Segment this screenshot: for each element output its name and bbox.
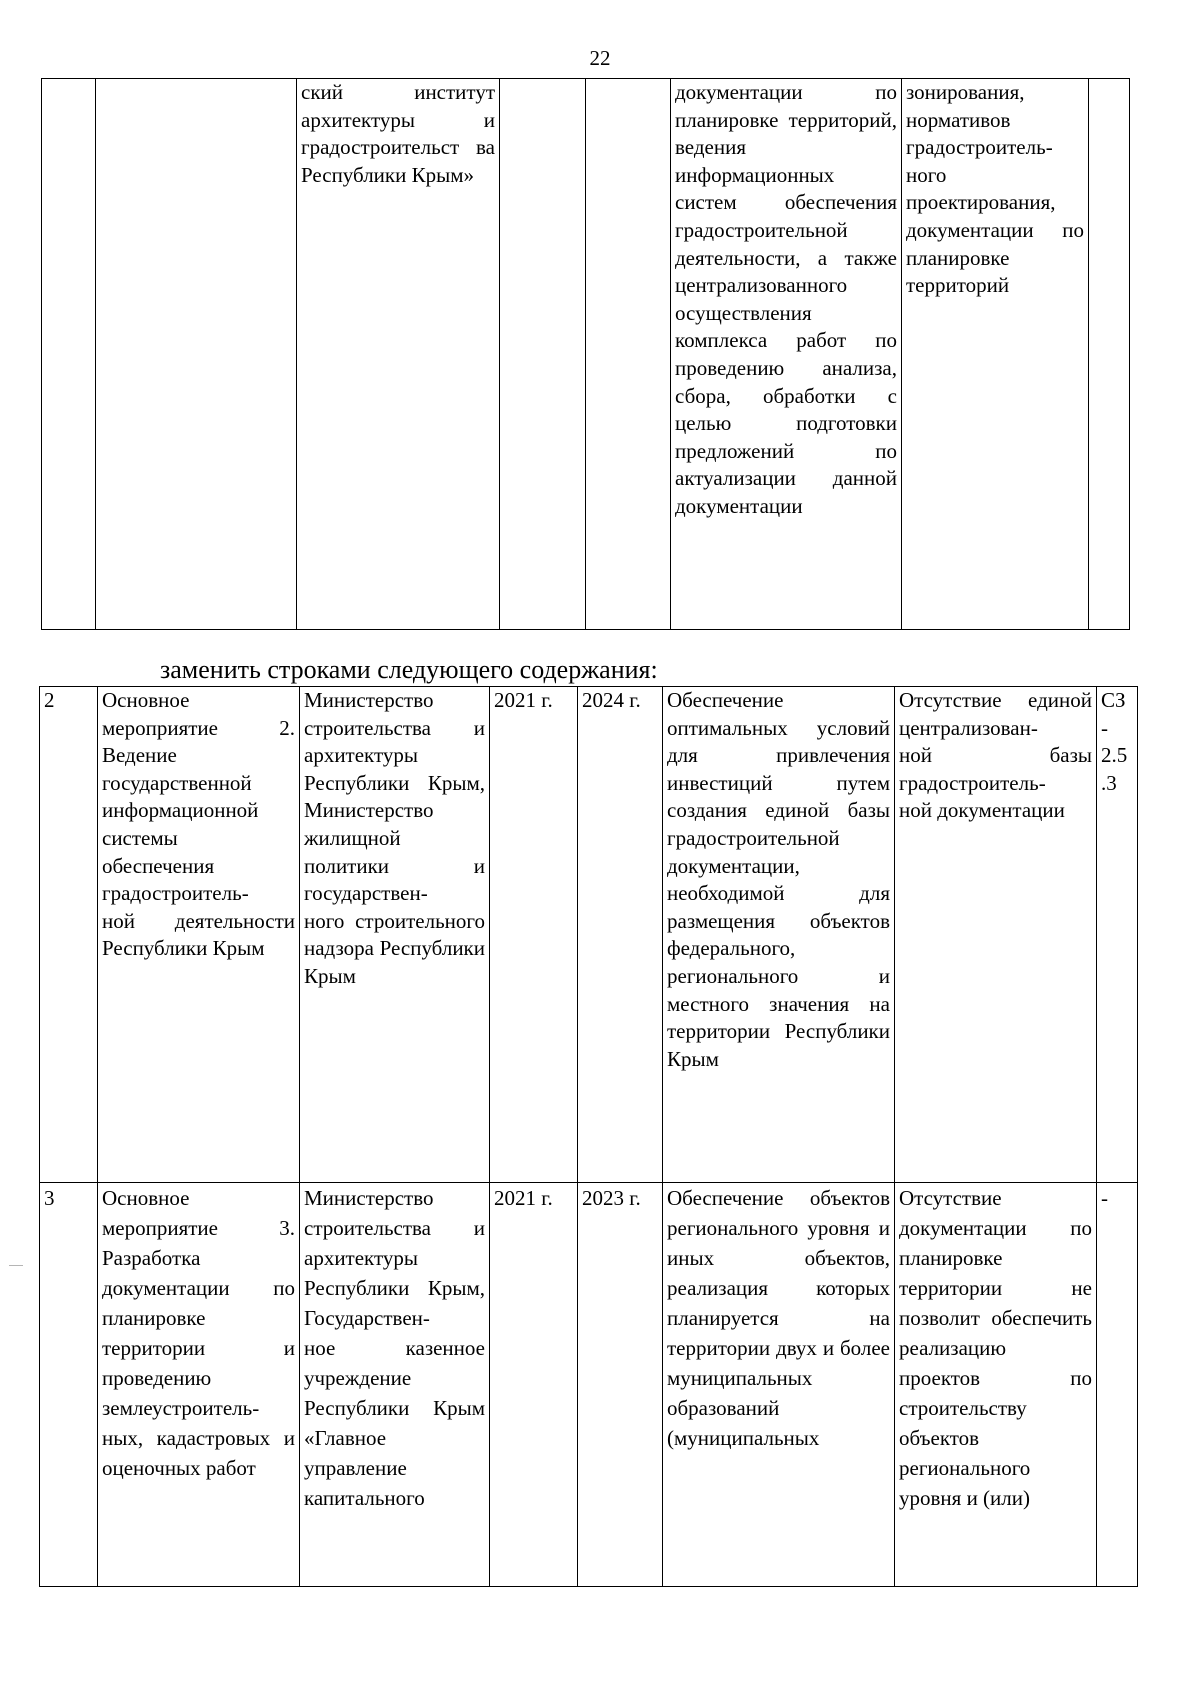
indicator-cell: - (1097, 1183, 1138, 1587)
result-cell: Обеспечение оптимальных условий для привлечения инвестиций путем создания единой базы градостроительной документации, необходимой для размещения объектов федерального, регионального и местного значения на территории Республики Крым (663, 687, 895, 1183)
replace-caption: заменить строками следующего содержания: (160, 655, 658, 684)
continued-row (42, 79, 1130, 630)
end-year-cell (586, 79, 671, 630)
result-cell: документации по планировке территорий, ведения информационных систем обеспечения градостроительной деятельности, а также централизованного осуществления комплекса работ по проведению анализа, сбора, обработки с целью подготовки предложений по актуализации данной документации (671, 79, 902, 630)
row-number: 2 (40, 687, 98, 1183)
executor-cell: Министерство строительства и архитектуры Республики Крым, Государствен- ное казенное учреждение Республики Крым «Главное управление капитального (300, 1183, 490, 1587)
table-row (40, 1183, 1138, 1587)
continued-table (41, 78, 1130, 630)
activity-cell (96, 79, 297, 630)
indicator-cell: СЗ - 2.5 .3 (1097, 687, 1138, 1183)
consequence-cell: Отсутствие документации по планировке территории не позволит обеспечить реализацию проектов по строительству объектов регионального уровня и (или) (895, 1183, 1097, 1587)
indicator-cell (1089, 79, 1130, 630)
activity-cell: Основное мероприятие 3. Разработка документации по планировке территории и проведению землеустроитель- ных, кадастровых и оценочных работ (98, 1183, 300, 1587)
margin-mark (9, 1265, 23, 1266)
executor-cell: Министерство строительства и архитектуры Республики Крым, Министерство жилищной политики и государствен- ного строительного надзора Республики Крым (300, 687, 490, 1183)
end-year-cell: 2024 г. (578, 687, 663, 1183)
consequence-cell: Отсутствие единой централизован- ной базы градостроитель- ной документации (895, 687, 1097, 1183)
number-cell (42, 79, 96, 630)
table-row (40, 687, 1138, 1183)
result-cell: Обеспечение объектов регионального уровня и иных объектов, реализация которых планируется на территории двух и более муниципальных образований (муниципальных (663, 1183, 895, 1587)
consequence-cell: зонирования, нормативов градостроитель- ного проектирования, документации по планировке территорий (902, 79, 1089, 630)
start-year-cell: 2021 г. (490, 1183, 578, 1587)
end-year-cell: 2023 г. (578, 1183, 663, 1587)
start-year-cell (500, 79, 586, 630)
activity-cell: Основное мероприятие 2. Ведение государственной информационной системы обеспечения градостроитель- ной деятельности Республики Крым (98, 687, 300, 1183)
start-year-cell: 2021 г. (490, 687, 578, 1183)
row-number: 3 (40, 1183, 98, 1587)
executor-cell: ский институт архитектуры и градостроительст ва Республики Крым» (297, 79, 500, 630)
replacement-table (39, 686, 1138, 1587)
page-number: 22 (589, 46, 611, 70)
